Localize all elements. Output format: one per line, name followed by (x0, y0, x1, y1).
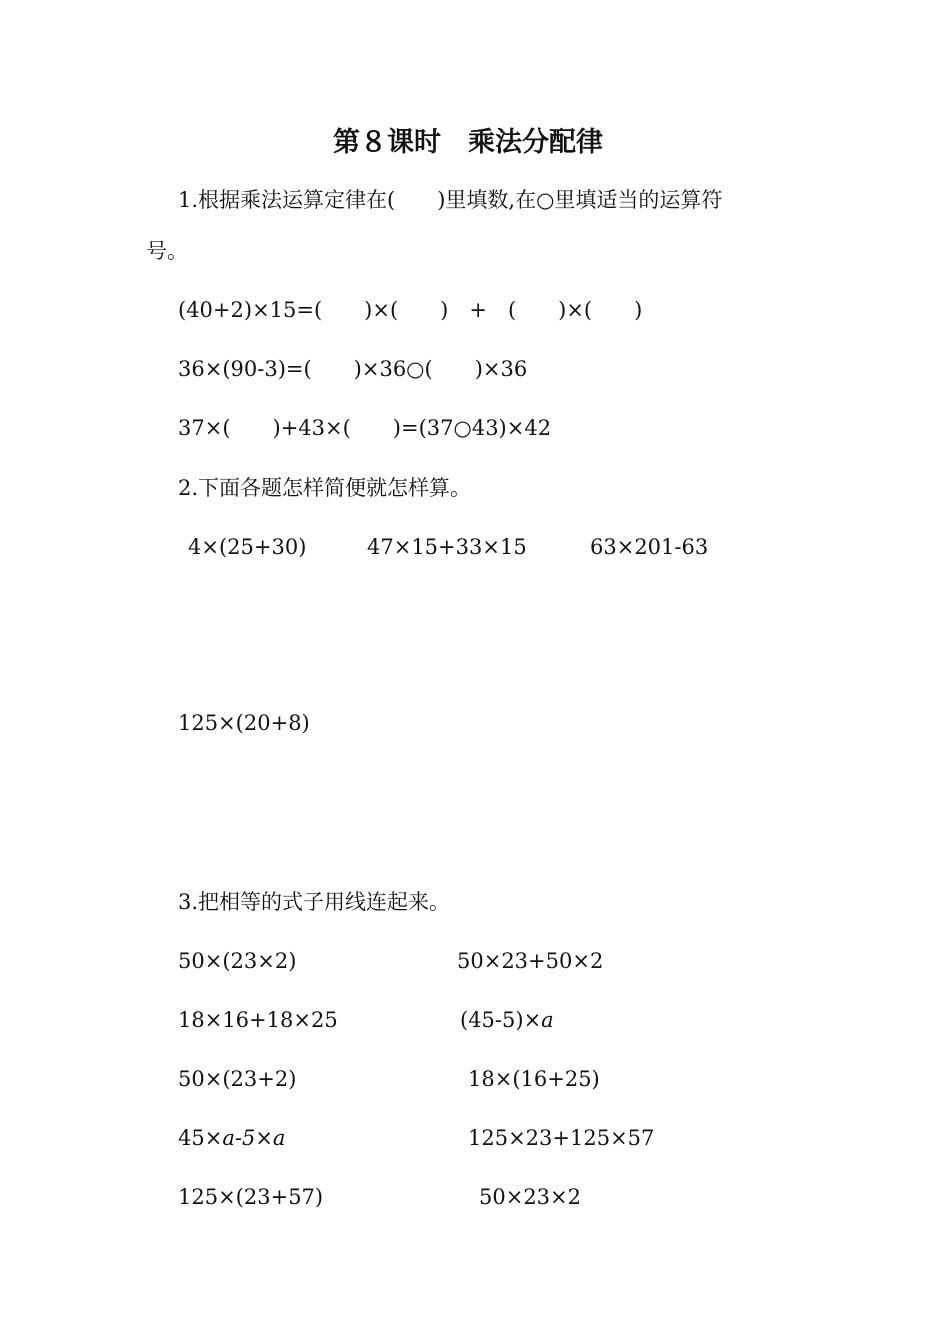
q3-left-5: 125×(23+57) (178, 1185, 324, 1209)
q3-left-4-text: 45× (178, 1126, 223, 1150)
q2-heading: 2.下面各题怎样简便就怎样算。 (178, 476, 472, 500)
q3-left-4-minus: -5× (234, 1126, 273, 1150)
q3-heading: 3.把相等的式子用线连起来。 (178, 890, 451, 914)
variable-a: a (541, 1008, 554, 1032)
q2-expr-3: 63×201-63 (590, 535, 709, 559)
q3-right-2 (460, 1010, 554, 1031)
q1-instruction-line2: 号。 (146, 239, 188, 263)
q3-right-5: 50×23×2 (479, 1185, 581, 1209)
q1-row-2: 36×(90-3)=( )×36○( )×36 (178, 357, 528, 381)
variable-a: a (222, 1126, 235, 1150)
variable-a: a (272, 1126, 286, 1150)
q3-left-4 (178, 1128, 285, 1149)
q3-right-2-text: (45-5)× (460, 1008, 542, 1032)
q1-instruction-line1: 1.根据乘法运算定律在( )里填数,在○里填适当的运算符 (178, 188, 723, 212)
q3-left-3: 50×(23+2) (178, 1067, 297, 1091)
q1-row-3: 37×( )+43×( )=(37○43)×42 (178, 416, 552, 440)
page-title: 第８课时 乘法分配律 (333, 127, 603, 158)
q3-right-3: 18×(16+25) (468, 1067, 600, 1091)
q2-expr-1: 4×(25+30) (188, 535, 307, 559)
q3-right-4: 125×23+125×57 (468, 1126, 655, 1150)
q2-expr-2: 47×15+33×15 (367, 535, 527, 559)
q3-left-2: 18×16+18×25 (178, 1008, 338, 1032)
q3-right-1: 50×23+50×2 (457, 949, 604, 973)
q2-expr-4: 125×(20+8) (178, 711, 310, 735)
q3-left-1: 50×(23×2) (178, 949, 297, 973)
q1-row-1: (40+2)×15=( )×( ) + ( )×( ) (178, 298, 643, 322)
